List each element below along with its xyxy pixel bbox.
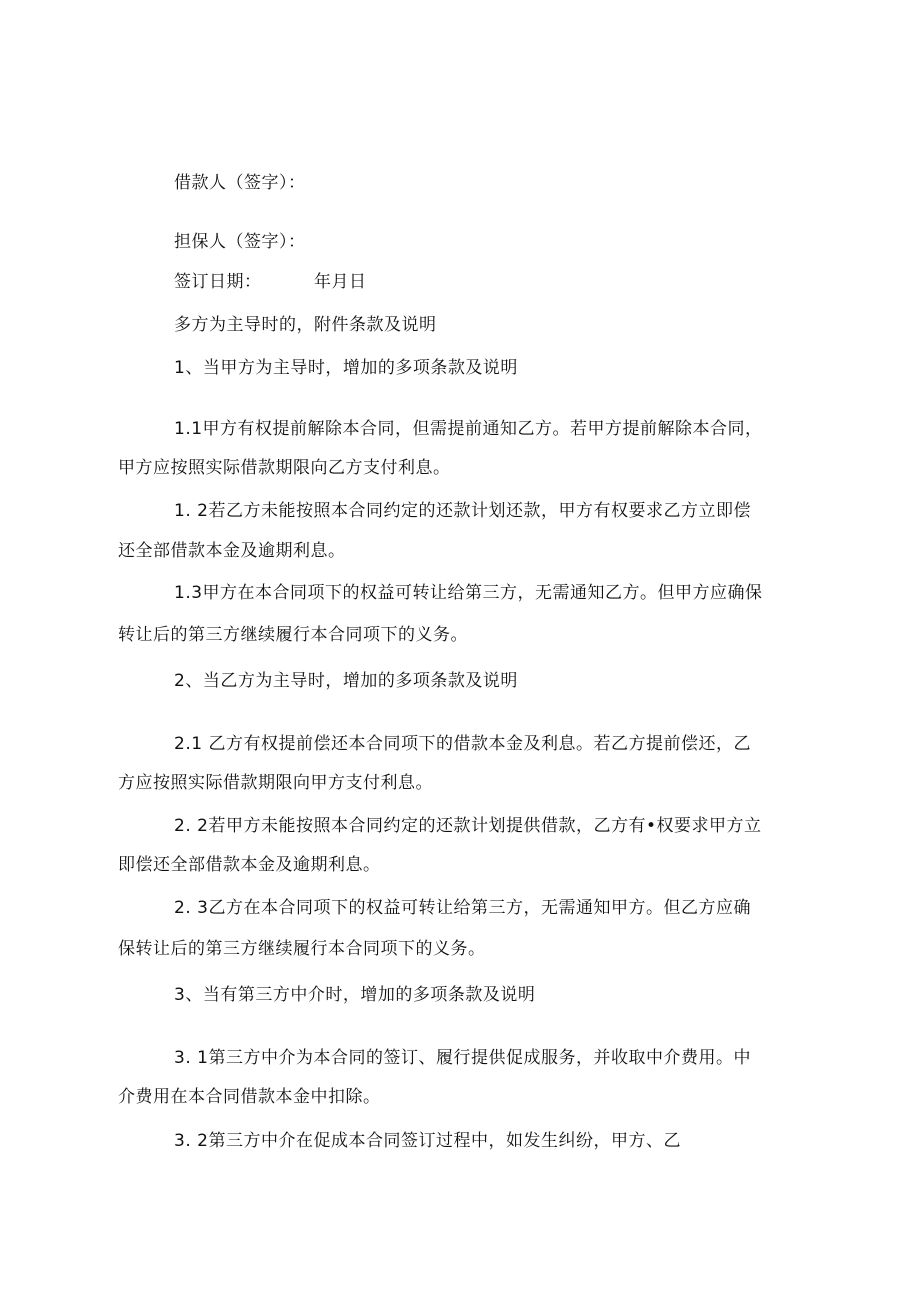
clause-3-2-line-1: 3. 2第三方中介在促成本合同签订过程中，如发生纠纷，甲方、乙 <box>174 1131 681 1151</box>
clause-2-2-line-1: 2. 2若甲方未能按照本合同约定的还款计划提供借款，乙方有•权要求甲方立 <box>174 816 762 836</box>
clause-1-1-line-2: 甲方应按照实际借款期限向乙方支付利息。 <box>118 458 451 478</box>
section-heading-1: 1、当甲方为主导时，增加的多项条款及说明 <box>174 358 518 378</box>
clause-1-3-line-1: 1.3甲方在本合同项下的权益可转让给第三方，无需通知乙方。但甲方应确保 <box>174 583 763 603</box>
clause-1-3-line-2: 转让后的第三方继续履行本合同项下的义务。 <box>118 625 468 645</box>
signing-date-value: 年月日 <box>314 272 367 292</box>
clause-1-2-line-1: 1. 2若乙方未能按照本合同约定的还款计划还款，甲方有权要求乙方立即偿 <box>174 501 751 521</box>
section-heading-3: 3、当有第三方中介时，增加的多项条款及说明 <box>174 985 536 1005</box>
section-heading-2: 2、当乙方为主导时，增加的多项条款及说明 <box>174 671 518 691</box>
clause-2-3-line-2: 保转让后的第三方继续履行本合同项下的义务。 <box>118 939 486 959</box>
guarantor-signature-label: 担保人（签字）： <box>174 232 306 252</box>
clause-1-2-line-2: 还全部借款本金及逾期利息。 <box>118 541 346 561</box>
borrower-signature-label: 借款人（签字）： <box>174 173 306 193</box>
clause-2-1-line-2: 方应按照实际借款期限向甲方支付利息。 <box>118 773 433 793</box>
clause-3-1-line-2: 介费用在本合同借款本金中扣除。 <box>118 1087 381 1107</box>
clause-3-1-line-1: 3. 1第三方中介为本合同的签订、履行提供促成服务，并收取中介费用。中 <box>174 1048 751 1068</box>
appendix-title: 多方为主导时的，附件条款及说明 <box>174 315 437 335</box>
clause-1-1-line-1: 1.1甲方有权提前解除本合同，但需提前通知乙方。若甲方提前解除本合同， <box>174 419 763 439</box>
clause-2-2-line-2: 即偿还全部借款本金及逾期利息。 <box>118 855 381 875</box>
clause-2-3-line-1: 2. 3乙方在本合同项下的权益可转让给第三方，无需通知甲方。但乙方应确 <box>174 898 751 918</box>
clause-2-1-line-1: 2.1 乙方有权提前偿还本合同项下的借款本金及利息。若乙方提前偿还，乙 <box>174 734 751 754</box>
signing-date-label: 签订日期： <box>174 272 262 292</box>
